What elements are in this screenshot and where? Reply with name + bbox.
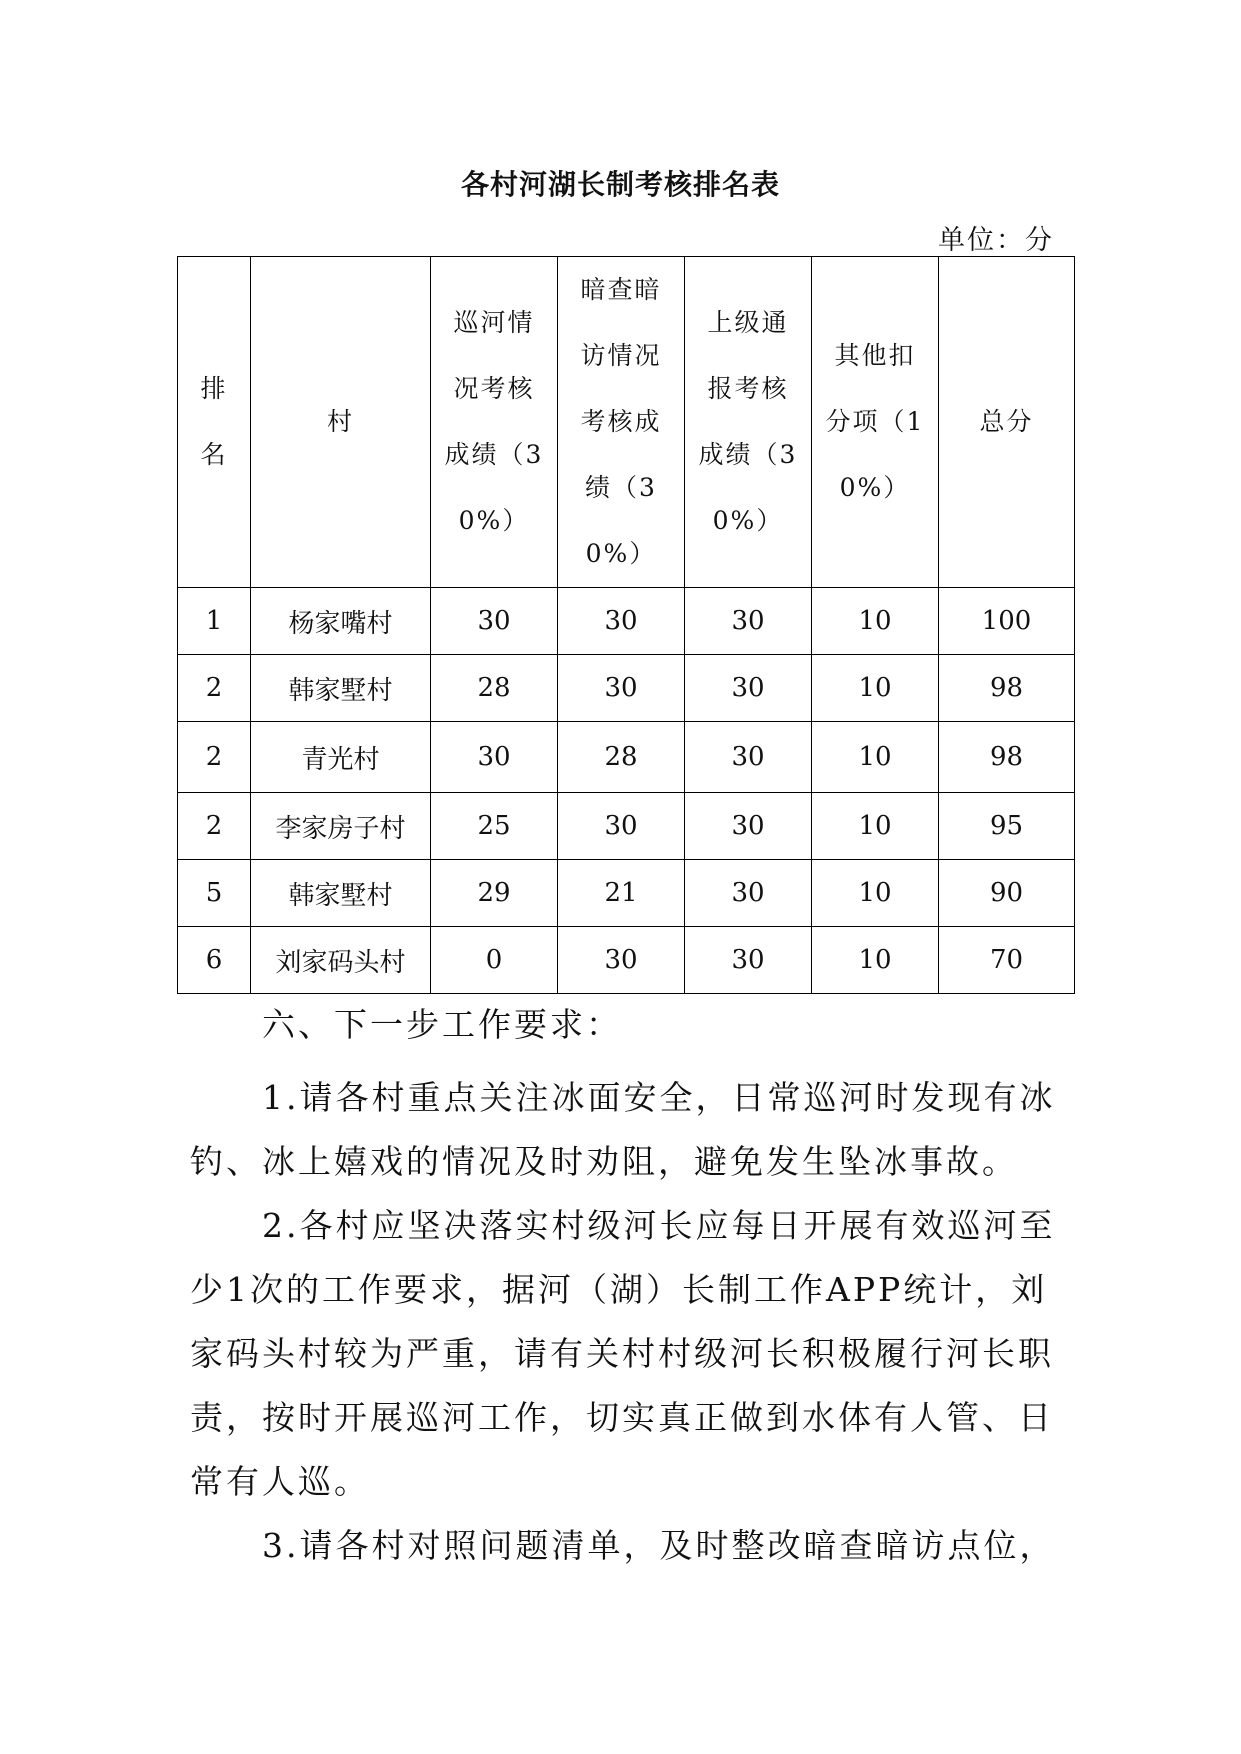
cell-other: 10 <box>812 927 939 994</box>
cell-patrol: 28 <box>431 655 558 722</box>
cell-other: 10 <box>812 655 939 722</box>
cell-rank: 6 <box>178 927 251 994</box>
cell-patrol: 25 <box>431 793 558 860</box>
requirement-item: 1.请各村重点关注冰面安全，日常巡河时发现有冰钓、冰上嬉戏的情况及时劝阻，避免发生坠冰事故。 <box>190 1078 1056 1181</box>
header-patrol-score: 巡河情况考核成绩（30%） <box>431 257 558 588</box>
table-row <box>178 722 1075 793</box>
cell-total: 100 <box>939 588 1075 655</box>
cell-patrol: 30 <box>431 588 558 655</box>
header-total: 总分 <box>939 257 1075 588</box>
cell-village: 刘家码头村 <box>251 927 431 994</box>
cell-other: 10 <box>812 722 939 793</box>
cell-village: 李家房子村 <box>251 793 431 860</box>
cell-rank: 5 <box>178 860 251 927</box>
cell-total: 90 <box>939 860 1075 927</box>
cell-patrol: 29 <box>431 860 558 927</box>
cell-inspection: 28 <box>558 722 685 793</box>
cell-notice: 30 <box>685 793 812 860</box>
cell-inspection: 21 <box>558 860 685 927</box>
table-row <box>178 927 1075 994</box>
cell-inspection: 30 <box>558 793 685 860</box>
page-title: 各村河湖长制考核排名表 <box>460 168 780 201</box>
cell-inspection: 30 <box>558 655 685 722</box>
header-inspection-score: 暗查暗访情况考核成绩（30%） <box>558 257 685 588</box>
cell-other: 10 <box>812 860 939 927</box>
cell-total: 98 <box>939 722 1075 793</box>
header-notice-score: 上级通报考核成绩（30%） <box>685 257 812 588</box>
cell-village: 韩家墅村 <box>251 860 431 927</box>
header-rank: 排名 <box>178 257 251 588</box>
cell-other: 10 <box>812 793 939 860</box>
requirement-item: 3.请各村对照问题清单，及时整改暗查暗访点位， <box>262 1526 1056 1565</box>
header-other-deduction: 其他扣分项（10%） <box>812 257 939 588</box>
cell-notice: 30 <box>685 860 812 927</box>
cell-village: 韩家墅村 <box>251 655 431 722</box>
table-header-row <box>178 257 1075 588</box>
cell-rank: 1 <box>178 588 251 655</box>
cell-inspection: 30 <box>558 927 685 994</box>
cell-village: 青光村 <box>251 722 431 793</box>
table-row <box>178 860 1075 927</box>
cell-total: 98 <box>939 655 1075 722</box>
section-heading: 六、下一步工作要求： <box>262 1005 622 1044</box>
cell-rank: 2 <box>178 793 251 860</box>
cell-total: 95 <box>939 793 1075 860</box>
ranking-table <box>177 256 1075 994</box>
cell-total: 70 <box>939 927 1075 994</box>
table-row <box>178 588 1075 655</box>
cell-rank: 2 <box>178 722 251 793</box>
cell-patrol: 0 <box>431 927 558 994</box>
cell-notice: 30 <box>685 588 812 655</box>
cell-other: 10 <box>812 588 939 655</box>
requirements-body <box>190 1066 1070 1578</box>
cell-notice: 30 <box>685 722 812 793</box>
cell-notice: 30 <box>685 655 812 722</box>
cell-rank: 2 <box>178 655 251 722</box>
table-row <box>178 655 1075 722</box>
cell-inspection: 30 <box>558 588 685 655</box>
unit-label: 单位：分 <box>938 225 1054 256</box>
table-row <box>178 793 1075 860</box>
cell-notice: 30 <box>685 927 812 994</box>
cell-patrol: 30 <box>431 722 558 793</box>
cell-village: 杨家嘴村 <box>251 588 431 655</box>
requirement-item: 2.各村应坚决落实村级河长应每日开展有效巡河至少1次的工作要求，据河（湖）长制工作APP统计，刘家码头村较为严重，请有关村村级河长积极履行河长职责，按时开展巡河工作，切实真正做到水体有人管、日常有人巡。 <box>190 1206 1056 1501</box>
header-village: 村 <box>251 257 431 588</box>
